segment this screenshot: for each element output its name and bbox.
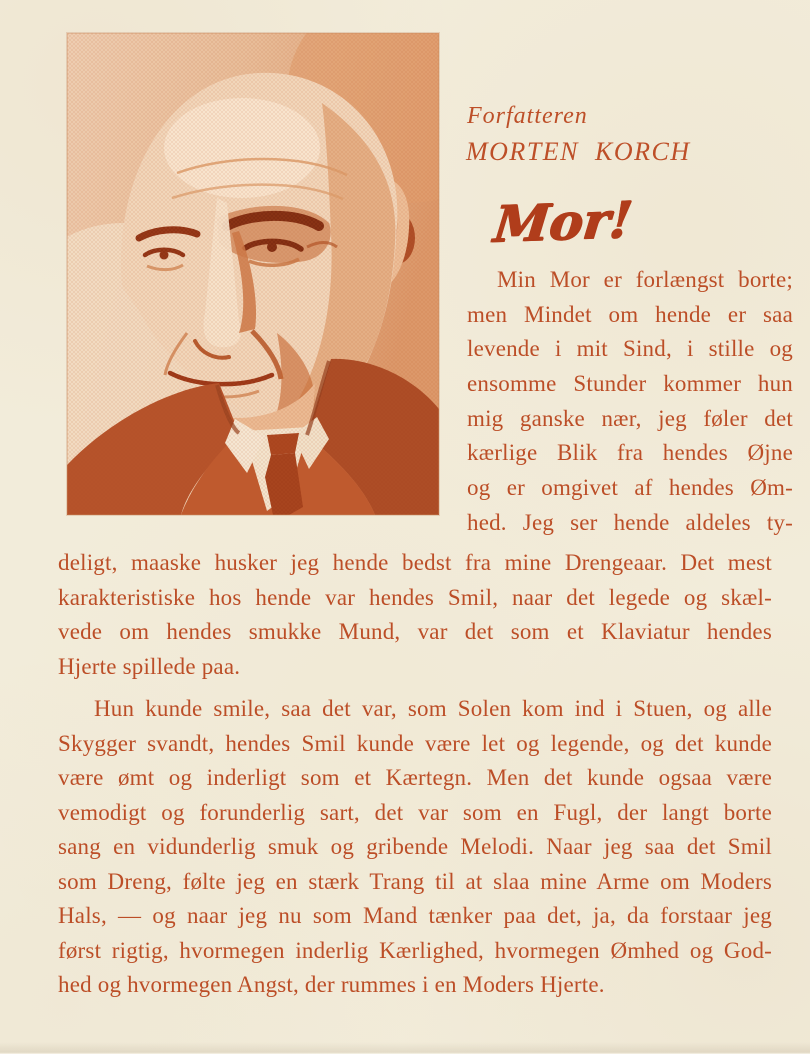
text-line: vede om hendes smukke Mund, var det som et Klaviatur hendes xyxy=(58,619,772,644)
text-line: vemodigt og forunderlig sart, det var som en Fugl, der langt borte xyxy=(58,799,772,825)
page-title: Mor! xyxy=(490,189,635,254)
text-line: mig ganske nær, jeg føler det xyxy=(467,405,793,431)
author-kicker: Forfatteren xyxy=(467,103,588,129)
text-line: ensomme Stunder kommer hun xyxy=(467,371,793,397)
text-line: først rigtig, hvormegen inderlig Kærlighed, hvormegen Ømhed og God- xyxy=(58,937,772,963)
text-line: og er omgivet af hendes Øm- xyxy=(467,475,793,501)
text-line: men Mindet om hende er saa xyxy=(467,301,793,327)
text-line: hed. Jeg ser hende aldeles ty- xyxy=(467,509,793,535)
text-line: karakteristiske hos hende var hendes Smil, naar det legede og skæl- xyxy=(58,584,772,610)
body-text xyxy=(58,546,772,1003)
portrait-photo xyxy=(67,33,439,515)
author-name: MORTEN KORCH xyxy=(466,137,691,166)
text-line: Min Mor er forlængst borte; xyxy=(497,267,793,292)
halftone-overlay xyxy=(67,33,439,515)
text-line: Hjerte spillede paa. xyxy=(58,653,241,679)
text-line: som Dreng, følte jeg en stærk Trang til at slaa mine Arme om Moders xyxy=(58,868,772,894)
text-line: Hals, — og naar jeg nu som Mand tænker paa det, ja, da forstaar jeg xyxy=(58,903,772,928)
text-line: sang en vidunderlig smuk og gribende Melodi. Naar jeg saa det Smil xyxy=(58,834,772,859)
halftone-portrait xyxy=(67,33,439,515)
column-text xyxy=(467,263,793,541)
paragraph-1 xyxy=(58,546,772,684)
text-line: Hun kunde smile, saa det var, som Solen kom ind i Stuen, og alle xyxy=(94,696,772,721)
text-line: levende i mit Sind, i stille og xyxy=(467,336,793,362)
text-line: hed og hvormegen Angst, der rummes i en Moders Hjerte. xyxy=(58,972,605,997)
text-line: være ømt og inderligt som et Kærtegn. Men det kunde ogsaa være xyxy=(58,765,772,790)
text-line: kærlige Blik fra hendes Øjne xyxy=(467,440,793,466)
text-line: Skygger svandt, hendes Smil kunde være let og legende, og det kunde xyxy=(58,730,772,756)
paragraph-2 xyxy=(58,692,772,1003)
text-line: deligt, maaske husker jeg hende bedst fra mine Drengeaar. Det mest xyxy=(58,550,772,575)
